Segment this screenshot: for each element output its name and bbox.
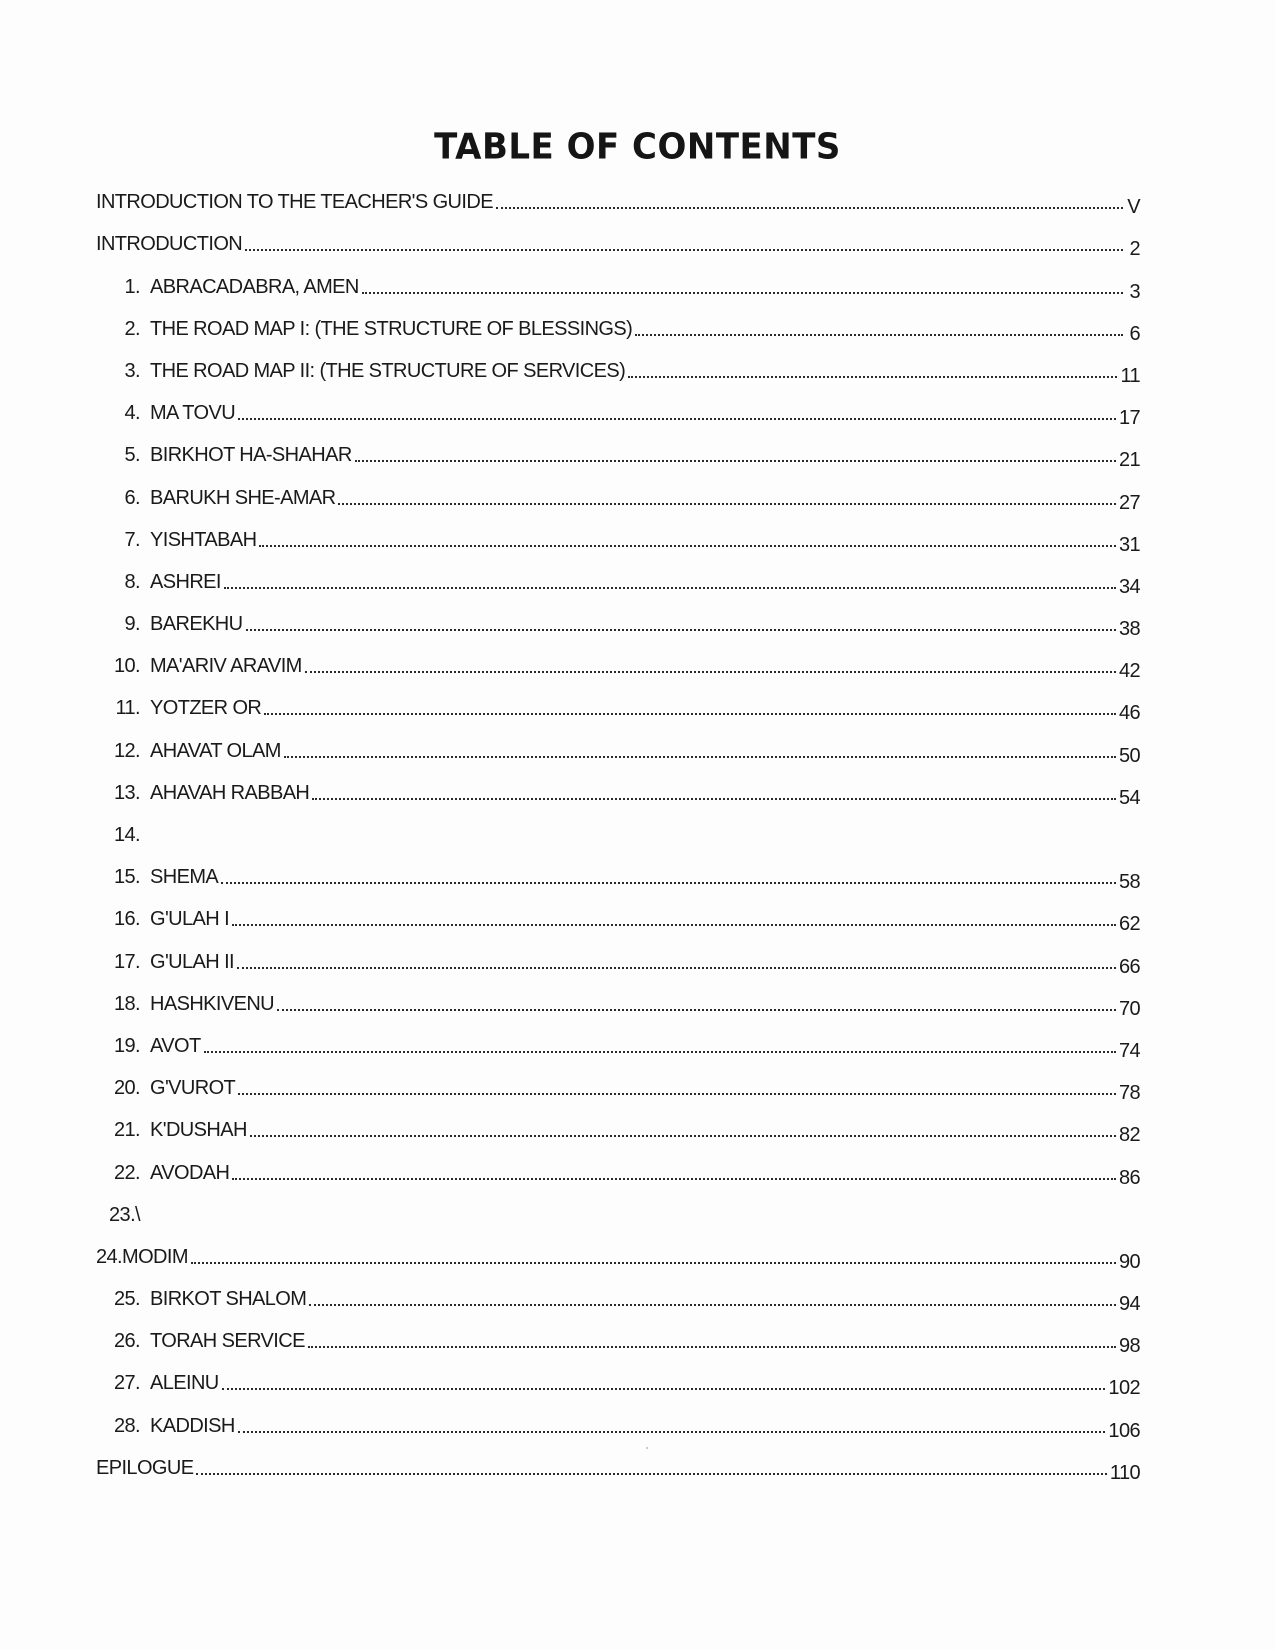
toc-entry[interactable] xyxy=(96,256,1140,303)
toc-entry[interactable] xyxy=(96,594,1140,641)
dot-leader xyxy=(362,292,1123,294)
entry-title: BAREKHU xyxy=(150,613,243,636)
dot-leader xyxy=(238,1093,1116,1095)
entry-title: G'ULAH I xyxy=(150,908,230,931)
entry-page-number: 62 xyxy=(1118,913,1140,936)
toc-entry[interactable] xyxy=(96,425,1140,472)
entry-page-number: 86 xyxy=(1118,1166,1140,1189)
entry-page-number: 27 xyxy=(1118,491,1140,514)
dot-leader xyxy=(246,629,1116,631)
toc-entry[interactable] xyxy=(96,510,1140,556)
dot-leader xyxy=(338,503,1115,505)
entry-page-number: 2 xyxy=(1129,238,1140,261)
dot-leader xyxy=(238,418,1116,420)
scan-speck xyxy=(646,1447,648,1449)
dot-leader xyxy=(250,1135,1116,1137)
toc-entry[interactable] xyxy=(96,1311,1140,1358)
toc-entry[interactable] xyxy=(96,636,1140,683)
entry-page-number: 82 xyxy=(1118,1124,1140,1147)
entry-page-number: 21 xyxy=(1118,449,1140,472)
entry-number: 17. xyxy=(113,950,140,973)
toc-entry[interactable] xyxy=(96,1353,1140,1400)
entry-title: INTRODUCTION TO THE TEACHER'S GUIDE xyxy=(96,191,493,214)
toc-entry[interactable] xyxy=(96,1227,1140,1273)
entry-number: 21. xyxy=(113,1119,140,1142)
entry-number: 6. xyxy=(124,486,140,509)
entry-title: BIRKOT SHALOM xyxy=(150,1288,307,1311)
dot-leader xyxy=(284,756,1116,758)
entry-number: 11. xyxy=(115,697,140,720)
entry-title: BIRKHOT HA-SHAHAR xyxy=(150,444,352,467)
entry-number: 3. xyxy=(124,359,140,382)
page-title: TABLE OF CONTENTS xyxy=(434,125,841,168)
entry-page-number: 78 xyxy=(1118,1082,1140,1105)
entry-page-number: 106 xyxy=(1108,1419,1140,1442)
dot-leader xyxy=(238,1431,1106,1433)
entry-page-number: 46 xyxy=(1118,702,1140,725)
entry-number: 24. xyxy=(96,1245,123,1268)
toc-entry[interactable] xyxy=(96,1100,1140,1147)
dot-leader xyxy=(277,1009,1116,1011)
entry-page-number: 31 xyxy=(1118,533,1140,556)
dot-leader xyxy=(221,882,1116,884)
toc-entry[interactable] xyxy=(96,720,1140,767)
dot-leader xyxy=(635,334,1123,336)
table-of-contents xyxy=(96,172,1140,1484)
dot-leader xyxy=(309,1304,1116,1306)
entry-title: HASHKIVENU xyxy=(150,992,275,1015)
entry-title: AHAVAH RABBAH xyxy=(150,781,310,804)
entry-page-number: 110 xyxy=(1109,1461,1140,1484)
entry-title: SHEMA xyxy=(150,866,219,889)
entry-number: 22. xyxy=(113,1161,140,1184)
entry-title: ALEINU xyxy=(150,1372,219,1395)
entry-page-number: 42 xyxy=(1118,660,1140,683)
toc-entry[interactable] xyxy=(96,805,1140,847)
entry-page-number: 74 xyxy=(1118,1039,1140,1062)
entry-title: TORAH SERVICE xyxy=(150,1330,305,1353)
dot-leader xyxy=(224,587,1116,589)
entry-title: AVODAH xyxy=(150,1161,230,1184)
entry-number: 28. xyxy=(113,1414,140,1437)
dot-leader xyxy=(237,967,1116,969)
toc-entry[interactable] xyxy=(96,1142,1140,1189)
entry-page-number: 98 xyxy=(1118,1335,1140,1358)
entry-number: 19. xyxy=(113,1034,140,1057)
toc-entry[interactable] xyxy=(96,1438,1140,1484)
entry-number: 26. xyxy=(113,1330,140,1353)
toc-entry[interactable] xyxy=(96,931,1140,978)
entry-title: K'DUSHAH xyxy=(150,1119,247,1142)
entry-number: 7. xyxy=(124,528,140,551)
toc-entry[interactable] xyxy=(96,383,1140,430)
dot-leader xyxy=(312,798,1116,800)
dot-leader xyxy=(496,207,1123,209)
entry-number: 16. xyxy=(113,908,140,931)
entry-page-number: 90 xyxy=(1118,1250,1140,1273)
entry-title: YISHTABAH xyxy=(150,528,257,551)
dot-leader xyxy=(245,249,1123,251)
entry-title: AVOT xyxy=(150,1034,201,1057)
entry-page-number: 38 xyxy=(1118,618,1140,641)
dot-leader xyxy=(264,713,1116,715)
toc-entry[interactable] xyxy=(96,341,1140,387)
entry-page-number: 11 xyxy=(1120,364,1140,387)
entry-page-number: 102 xyxy=(1108,1377,1140,1400)
toc-entry[interactable] xyxy=(96,1185,1140,1227)
entry-page-number: 6 xyxy=(1129,322,1140,345)
entry-title: MODIM xyxy=(122,1245,188,1268)
entry-number: 12. xyxy=(113,739,140,762)
entry-page-number: 54 xyxy=(1118,786,1140,809)
dot-leader xyxy=(196,1473,1106,1475)
toc-entry[interactable] xyxy=(96,678,1140,725)
toc-entry[interactable] xyxy=(96,467,1140,514)
dot-leader xyxy=(355,460,1116,462)
entry-number: 18. xyxy=(113,992,140,1015)
toc-entry[interactable] xyxy=(96,1269,1140,1316)
entry-number: 25. xyxy=(113,1288,140,1311)
entry-page-number: 17 xyxy=(1118,407,1140,430)
dot-leader xyxy=(308,1346,1116,1348)
entry-page-number: 50 xyxy=(1118,744,1140,767)
entry-number: 2. xyxy=(124,317,140,340)
entry-title: KADDISH xyxy=(150,1414,235,1437)
dot-leader xyxy=(232,1178,1116,1180)
toc-entry[interactable] xyxy=(96,552,1140,598)
toc-entry[interactable] xyxy=(96,1058,1140,1105)
entry-title: ABRACADABRA, AMEN xyxy=(150,275,359,298)
dot-leader xyxy=(628,376,1117,378)
entry-number: 4. xyxy=(124,402,140,425)
entry-title: ASHREI xyxy=(150,570,221,593)
entry-number: 13. xyxy=(113,781,140,804)
entry-number: 23.\ xyxy=(109,1203,140,1226)
dot-leader xyxy=(191,1262,1116,1264)
dot-leader xyxy=(204,1051,1116,1053)
entry-page-number: 3 xyxy=(1129,280,1140,303)
entry-title: G'ULAH II xyxy=(150,950,234,973)
toc-entry[interactable] xyxy=(96,172,1140,219)
entry-title: INTRODUCTION xyxy=(96,233,243,256)
entry-page-number: 58 xyxy=(1118,871,1140,894)
dot-leader xyxy=(305,671,1116,673)
entry-title: MA TOVU xyxy=(150,402,236,425)
entry-title: THE ROAD MAP I: (THE STRUCTURE OF BLESSINGS) xyxy=(150,317,633,340)
entry-title: BARUKH SHE-AMAR xyxy=(150,486,336,509)
entry-title: YOTZER OR xyxy=(150,697,262,720)
entry-number: 5. xyxy=(124,444,140,467)
dot-leader xyxy=(222,1388,1106,1390)
toc-entry[interactable] xyxy=(96,974,1140,1020)
entry-number: 20. xyxy=(113,1077,140,1100)
toc-entry[interactable] xyxy=(96,299,1140,345)
entry-page-number: 70 xyxy=(1118,997,1140,1020)
entry-number: 27. xyxy=(113,1372,140,1395)
entry-page-number: V xyxy=(1127,196,1140,219)
entry-number: 8. xyxy=(124,570,140,593)
toc-entry[interactable] xyxy=(96,1016,1140,1062)
entry-title: AHAVAT OLAM xyxy=(150,739,281,762)
entry-title: G'VUROT xyxy=(150,1077,236,1100)
entry-number: 10. xyxy=(113,655,140,678)
entry-number: 14. xyxy=(113,824,140,846)
dot-leader xyxy=(232,924,1116,926)
entry-page-number: 66 xyxy=(1118,955,1140,978)
entry-title: THE ROAD MAP II: (THE STRUCTURE OF SERVICES) xyxy=(150,359,626,382)
entry-page-number: 94 xyxy=(1118,1293,1140,1316)
entry-number: 1. xyxy=(124,275,140,298)
entry-title: MA'ARIV ARAVIM xyxy=(150,655,302,678)
entry-number: 9. xyxy=(124,613,140,636)
toc-entry[interactable] xyxy=(96,889,1140,936)
entry-number: 15. xyxy=(113,866,140,889)
toc-entry[interactable] xyxy=(96,847,1140,894)
entry-page-number: 34 xyxy=(1118,575,1140,598)
dot-leader xyxy=(259,545,1115,547)
toc-entry[interactable] xyxy=(96,1395,1140,1442)
entry-title: EPILOGUE xyxy=(96,1456,194,1479)
toc-entry[interactable] xyxy=(96,763,1140,809)
toc-entry[interactable] xyxy=(96,214,1140,261)
